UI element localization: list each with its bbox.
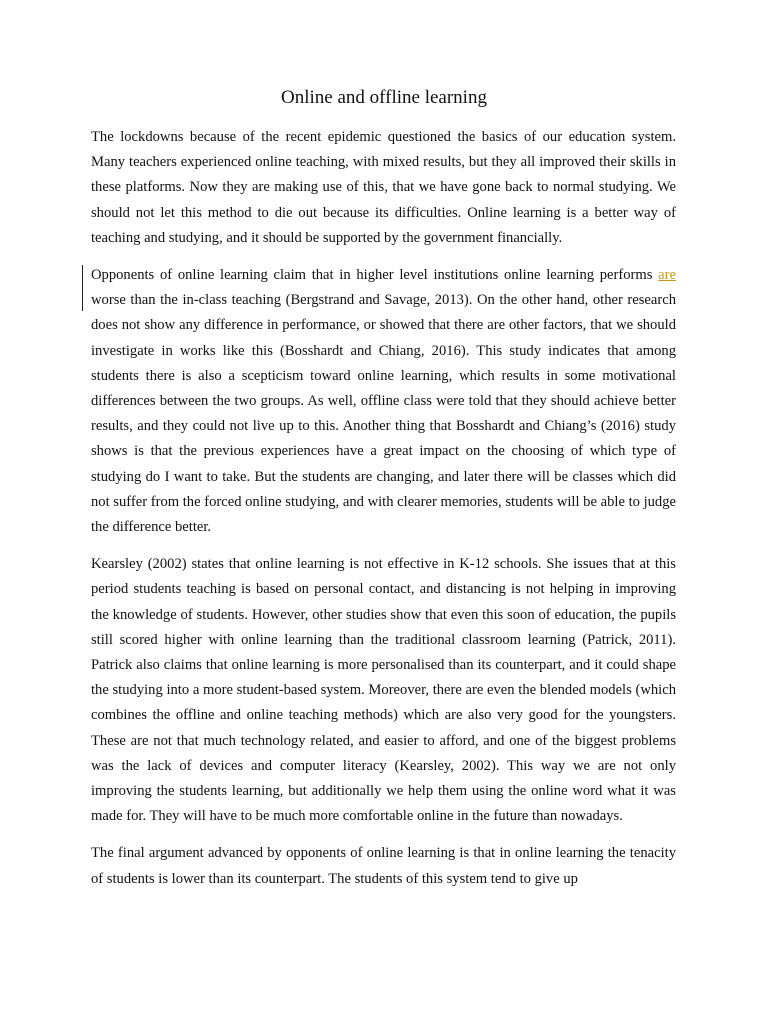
paragraph-4: The final argument advanced by opponents of online learning is that in online learning the tenacity of students is lower than its counterpart. The students of this system tend to give up bbox=[91, 845, 676, 887]
paragraph-1: The lockdowns because of the recent epidemic questioned the basics of our education system. Many teachers experienced online teaching, with mixed results, but they all improved their skills in these platforms. Now they are making use of this, that we have gone back to normal studying. We should not let this method to die out because its difficulties. Online learning is a better way of teaching and studying, and it should be supported by the government financially. bbox=[91, 129, 676, 246]
paragraph-2-text-after: worse than the in-class teaching (Bergstrand and Savage, 2013). On the other hand, other research does not show any difference in performance, or showed that there are other factors, that we should investigate in works like this (Bosshardt and Chiang, 2016). This study indicates that among students there is also a scepticism toward online learning, which results in some motivational differences between the two groups. As well, offline class were told that they should achieve better results, and they could not live up to this. Another thing that Bosshardt and Chiang’s (2016) study shows is that the previous experiences have a great impact on the choosing of which type of studying do I want to take. But the students are changing, and later there will be classes which did not suffer from the forced online studying, and with clearer memories, students will be able to judge the difference better. bbox=[91, 292, 676, 536]
document-title: Online and offline learning bbox=[281, 87, 487, 108]
change-bar-marker bbox=[82, 265, 83, 311]
document-body bbox=[91, 125, 676, 904]
paragraph-2 bbox=[91, 263, 676, 540]
tracked-change-insertion[interactable]: are bbox=[658, 267, 676, 284]
paragraph-3: Kearsley (2002) states that online learning is not effective in K-12 schools. She issues that at this period students teaching is based on personal contact, and distancing is not helping in improving the knowledge of students. However, other studies show that even this soon of education, the pupils still scored higher with online learning than the traditional classroom learning (Patrick, 2011). Patrick also claims that online learning is more personalised than its counterpart, and it could shape the studying into a more student-based system. Moreover, there are even the blended models (which combines the offline and online teaching methods) which are also very good for the youngsters. These are not that much technology related, and easier to afford, and one of the biggest problems was the lack of devices and computer literacy (Kearsley, 2002). This way we are not only improving the students learning, but additionally we help them using the online word what it was made for. They will have to be much more comfortable online in the future than nowadays. bbox=[91, 556, 676, 825]
paragraph-2-text-before: Opponents of online learning claim that in higher level institutions online learning performs bbox=[91, 267, 659, 284]
